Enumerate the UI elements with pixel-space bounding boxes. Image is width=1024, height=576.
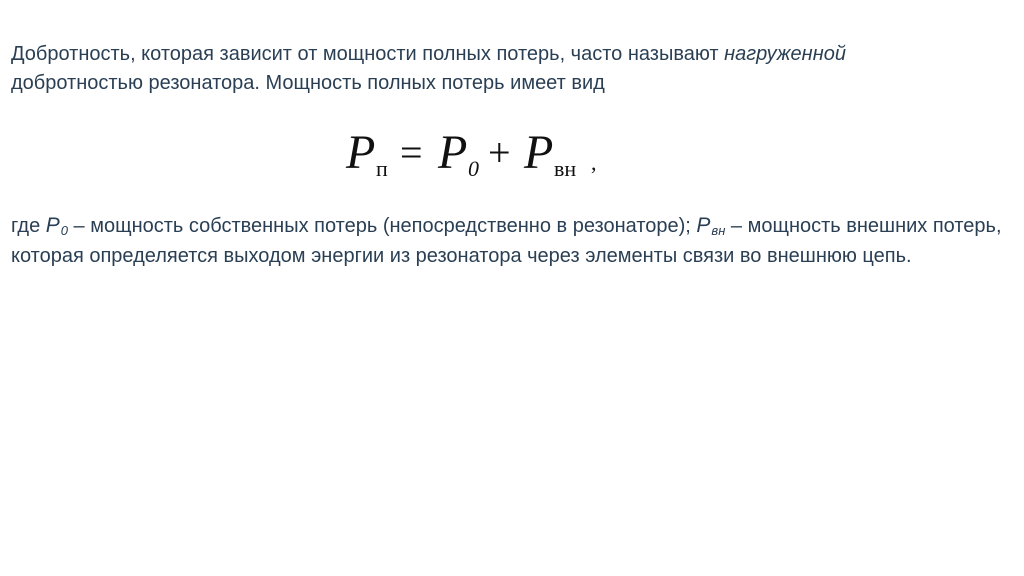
pvn-symbol: P — [696, 214, 711, 237]
formula-lhs-subscript: п — [376, 156, 388, 181]
formula-term1-symbol: P — [438, 126, 468, 179]
formula-term1-subscript: 0 — [468, 156, 479, 181]
formula-term2-symbol: P — [524, 126, 554, 179]
intro-emphasis: нагруженной — [724, 43, 846, 65]
formula-term2-subscript: вн — [554, 156, 577, 181]
definitions-paragraph — [11, 211, 1011, 271]
formula-punctuation: , — [591, 150, 597, 175]
pvn-description: – мощность внешних потерь, которая определяется выходом энергии из резонатора через элементы связи во внешнюю цепь. — [11, 215, 1002, 267]
definitions-prefix: где — [11, 215, 46, 237]
p0-subscript: 0 — [60, 223, 68, 238]
intro-paragraph — [11, 40, 1011, 98]
formula-plus: + — [488, 130, 511, 175]
intro-text-before: Добротность, которая зависит от мощности полных потерь, часто называют — [11, 43, 725, 65]
p0-description: – мощность собственных потерь (непосредственно в резонаторе); — [68, 215, 697, 237]
pvn-subscript: вн — [711, 223, 726, 238]
formula-lhs-symbol: P — [346, 126, 376, 179]
formula-equals: = — [400, 130, 423, 175]
intro-text-after: добротностью резонатора. Мощность полных потерь имеет вид — [11, 72, 605, 94]
total-loss-formula — [334, 108, 610, 194]
p0-symbol: P — [45, 214, 60, 237]
